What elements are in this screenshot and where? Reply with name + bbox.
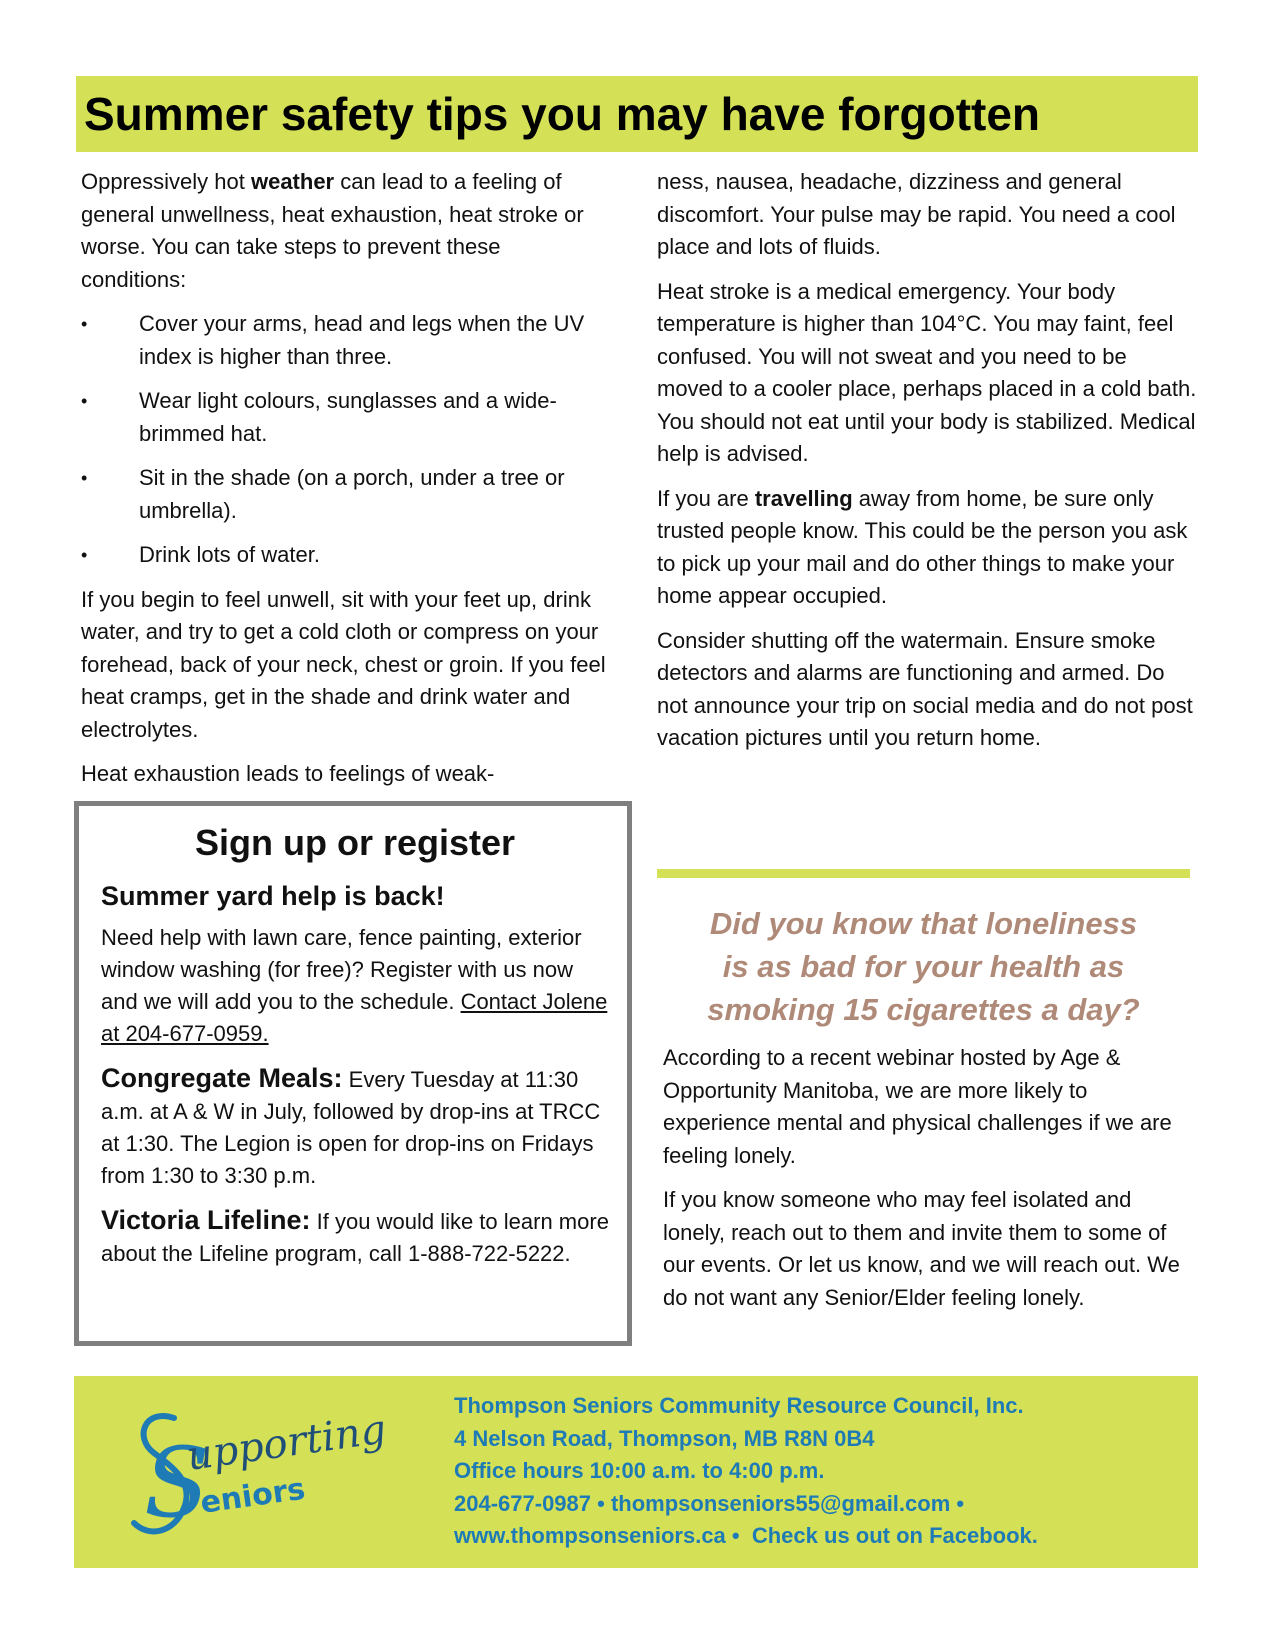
callout-line: smoking 15 cigarettes a day? bbox=[707, 992, 1140, 1027]
reach-out-paragraph: If you know someone who may feel isolated and lonely, reach out to them and invite them to some of our events. Or let us know, and we will reach out. We do not want any Senior/Elder feeling lonely. bbox=[663, 1187, 1180, 1310]
contact-jolene-link[interactable]: Contact Jolene at 204-677-0959. bbox=[101, 989, 608, 1046]
org-name: Thompson Seniors Community Resource Council, Inc. bbox=[454, 1393, 1024, 1418]
separator: • bbox=[731, 1523, 740, 1548]
travel-bold: travelling bbox=[754, 485, 853, 511]
list-item bbox=[81, 385, 609, 450]
heat-stroke-paragraph: Heat stroke is a medical emergency. Your body temperature is higher than 104°C. You may faint, feel confused. You will not sweat and you need to be moved to a cooler place, perhaps placed in a cold bath. You should not eat until your body is stabilized. Medical help is advised. bbox=[657, 278, 1197, 466]
office-hours: Office hours 10:00 a.m. to 4:00 p.m. bbox=[454, 1458, 825, 1483]
travel-paragraph bbox=[657, 483, 1197, 613]
meals-text: Every Tuesday at 11:30 a.m. at A & W in July, followed by drop-ins at TRCC at 1:30. The Legion is open for drop-ins on Fridays from 1:30 to 3:30 p.m. bbox=[101, 1067, 601, 1188]
logo-letter: S bbox=[144, 1427, 210, 1539]
callout-line: is as bad for your health as bbox=[722, 949, 1125, 984]
facebook-link[interactable]: Check us out on Facebook. bbox=[751, 1523, 1038, 1548]
address: 4 Nelson Road, Thompson, MB R8N 0B4 bbox=[454, 1425, 875, 1451]
logo-word-seniors: eniors bbox=[198, 1471, 308, 1521]
phone-number[interactable]: 204-677-0987 bbox=[454, 1490, 592, 1516]
list-item bbox=[81, 539, 609, 572]
callout-line: Did you know that loneliness bbox=[709, 906, 1138, 941]
loneliness-paragraph: According to a recent webinar hosted by Age & Opportunity Manitoba, we are more likely to experience mental and physical challenges if we are feeling lonely. bbox=[663, 1045, 1172, 1168]
divider bbox=[657, 869, 1190, 878]
supporting-seniors-logo bbox=[114, 1398, 389, 1548]
unwell-paragraph: If you begin to feel unwell, sit with your feet up, drink water, and try to get a cold cloth or compress on your forehead, back of your neck, chest or groin. If you feel heat cramps, get in the shade and drink water and electrolytes. bbox=[81, 586, 606, 742]
travel-text-rest: away from home, be sure only trusted people know. This could be the person you ask to pick up your mail and do other things to make your home appear occupied. bbox=[657, 485, 1188, 608]
tip-text: Sit in the shade (on a porch, under a tree or umbrella). bbox=[139, 465, 565, 523]
title-banner bbox=[76, 76, 1198, 152]
yard-help-heading: Summer yard help is back! bbox=[101, 881, 445, 911]
list-item bbox=[81, 462, 609, 527]
page-title: Summer safety tips you may have forgotten bbox=[84, 88, 1041, 140]
email-link[interactable]: thompsonseniors55@gmail.com bbox=[610, 1490, 951, 1516]
exhaustion-end-paragraph: ness, nausea, headache, dizziness and general discomfort. Your pulse may be rapid. You need a cool place and lots of fluids. bbox=[657, 169, 1176, 259]
exhaustion-start-paragraph: Heat exhaustion leads to feelings of weak- bbox=[81, 761, 495, 786]
signup-box bbox=[74, 801, 632, 1346]
lifeline-paragraph bbox=[101, 1204, 609, 1270]
meals-lead: Congregate Meals: bbox=[101, 1063, 343, 1093]
separator: • bbox=[956, 1490, 965, 1516]
intro-text-rest: can lead to a feeling of general unwellness, heat exhaustion, heat stroke or worse. You can take steps to prevent these conditions: bbox=[81, 169, 584, 292]
meals-paragraph bbox=[101, 1062, 609, 1192]
footer-contact bbox=[454, 1390, 1038, 1553]
lifeline-text: If you would like to learn more about the Lifeline program, call 1-888-722-5222. bbox=[101, 1209, 609, 1266]
yard-help-paragraph bbox=[101, 922, 609, 1050]
lifeline-lead: Victoria Lifeline: bbox=[101, 1205, 311, 1235]
website-link[interactable]: www.thompsonseniors.ca bbox=[454, 1523, 726, 1548]
loneliness-column bbox=[663, 1042, 1199, 1326]
separator: • bbox=[597, 1490, 605, 1516]
loneliness-callout bbox=[657, 902, 1190, 1031]
left-column bbox=[81, 166, 609, 803]
tip-text: Drink lots of water. bbox=[139, 542, 320, 567]
watermain-paragraph: Consider shutting off the watermain. Ensure smoke detectors and alarms are functioning and armed. Do not announce your trip on social media and do not post vacation pictures until you return home. bbox=[657, 627, 1193, 750]
bullet-icon: • bbox=[81, 314, 88, 334]
tips-list bbox=[81, 308, 609, 572]
bullet-icon: • bbox=[81, 468, 88, 488]
logo-word-supporting: upporting bbox=[183, 1406, 389, 1480]
bullet-icon: • bbox=[81, 545, 88, 565]
intro-paragraph bbox=[81, 166, 609, 296]
signup-heading: Sign up or register bbox=[194, 822, 516, 863]
tip-text: Cover your arms, head and legs when the UV index is higher than three. bbox=[139, 311, 585, 369]
phone-email-line bbox=[454, 1488, 1038, 1521]
travel-text: If you are bbox=[657, 485, 755, 511]
web-line bbox=[454, 1520, 1038, 1553]
list-item bbox=[81, 308, 609, 373]
right-column bbox=[657, 166, 1197, 767]
yard-help-text: Need help with lawn care, fence painting, exterior window washing (for free)? Register with us now and we will add you to the schedule. bbox=[101, 925, 582, 1014]
intro-bold: weather bbox=[250, 169, 335, 194]
bullet-icon: • bbox=[81, 391, 88, 411]
tip-text: Wear light colours, sunglasses and a wide-brimmed hat. bbox=[139, 388, 557, 446]
intro-text: Oppressively hot bbox=[81, 169, 251, 194]
footer bbox=[74, 1376, 1198, 1568]
